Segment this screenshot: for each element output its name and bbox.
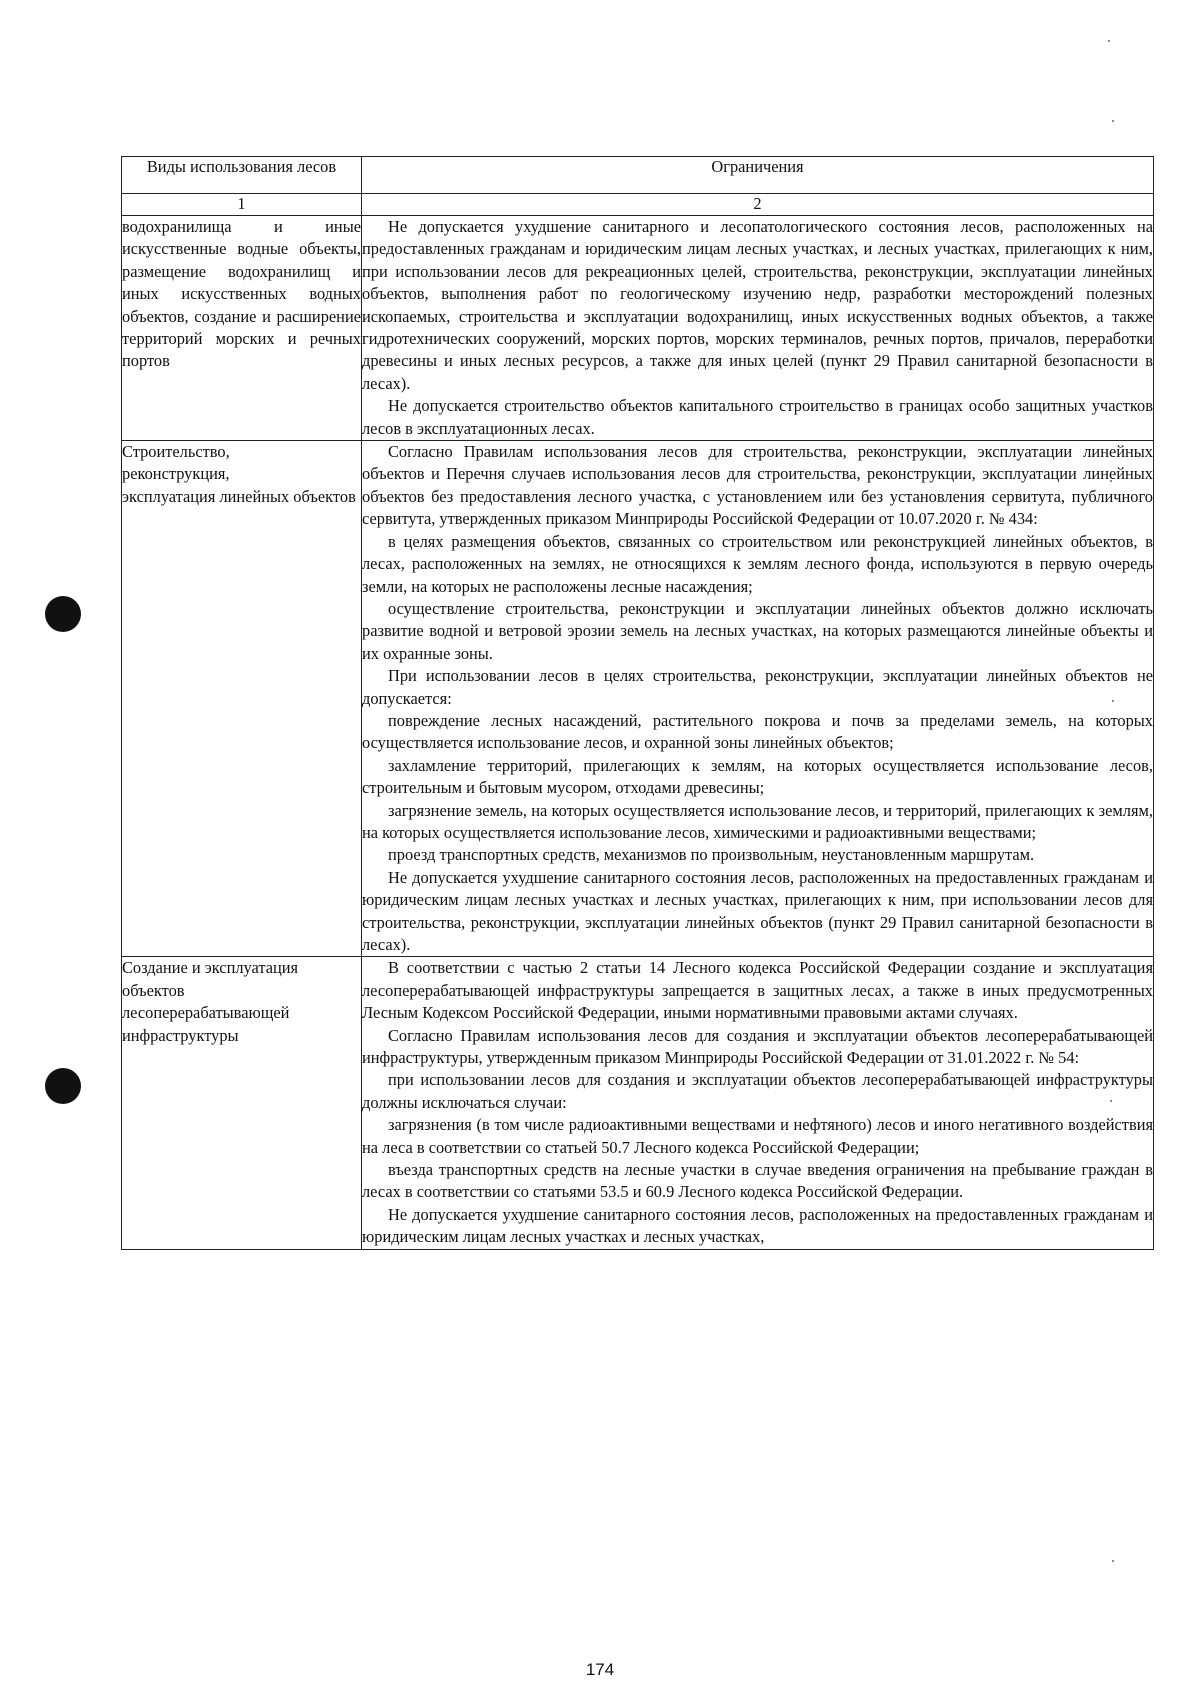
restriction-paragraph: Согласно Правилам использования лесов для создания и эксплуатации объектов лесоперерабатывающей инфраструктуры, утвержденным приказом Минприроды Российской Федерации от 31.01.2022 г. № 54: <box>362 1025 1153 1068</box>
column-number-2: 2 <box>362 194 1154 216</box>
restriction-paragraph: проезд транспортных средств, механизмов по произвольным, неустановленным маршрутам. <box>388 845 1035 865</box>
forest-use-type-text: Строительство, <box>122 442 230 462</box>
restriction-paragraph: загрязнение земель, на которых осуществляется использование лесов, и территорий, прилегающих к землям, на которых осуществляется использование лесов, химическими и радиоактивными веществами; <box>362 800 1153 842</box>
header-forest-use-types: Виды использования лесов <box>122 157 362 194</box>
column-number-1: 1 <box>122 194 362 216</box>
restriction-paragraph: Не допускается ухудшение санитарного состояния лесов, расположенных на предоставленных гражданам и юридическим лицам лесных участках и лесных участках, <box>362 1204 1153 1247</box>
restrictions-table <box>121 156 1154 1250</box>
forest-use-type-text: лесоперерабатывающей <box>122 1003 290 1023</box>
table-header-row <box>122 157 1154 194</box>
restrictions-cell <box>362 216 1154 441</box>
restriction-paragraph: при использовании лесов для создания и эксплуатации объектов лесоперерабатывающей инфраструктуры должны исключаться случаи: <box>362 1070 1153 1112</box>
restriction-paragraph: Не допускается строительство объектов капитального строительство в границах особо защитных участков лесов в эксплуатационных лесах. <box>362 396 1153 438</box>
restriction-paragraph: При использовании лесов в целях строительства, реконструкции, эксплуатации линейных объектов не допускается: <box>362 666 1153 708</box>
table-row <box>122 957 1154 1249</box>
restriction-paragraph: Согласно Правилам использования лесов для строительства, реконструкции, эксплуатации линейных объектов и Перечня случаев использования лесов для строительства, реконструкции, эксплуатации линейных объектов без предоставления лесного участка, с установлением или без установления сервитута, публичного сервитута, утвержденных приказом Минприроды Российской Федерации от 10.07.2020 г. № 434: <box>362 442 1153 529</box>
forest-use-type-text: объектов <box>122 980 185 1000</box>
forest-use-type-text: инфраструктуры <box>122 1025 239 1045</box>
forest-use-type-text: реконструкция, <box>122 464 230 484</box>
scan-speck <box>1112 1560 1114 1562</box>
restrictions-cell <box>362 957 1154 1249</box>
forest-use-type <box>122 216 362 441</box>
restriction-paragraph: захламление территорий, прилегающих к землям, на которых осуществляется использование лесов, строительным и бытовым мусором, отходами древесины; <box>362 755 1153 798</box>
restrictions-cell <box>362 441 1154 957</box>
forest-use-type-text: водохранилища и иные искусственные водные объекты, размещение водохранилищ и иных искусственных водных объектов, создание и расширение территорий морских и речных портов <box>122 217 361 371</box>
column-number-row <box>122 194 1154 216</box>
restriction-paragraph: повреждение лесных насаждений, растительного покрова и почв за пределами земель, на которых осуществляется использование лесов, и охранной зоны линейных объектов; <box>362 710 1153 753</box>
punch-hole-mark <box>45 596 81 632</box>
table-row <box>122 441 1154 957</box>
restriction-paragraph: Не допускается ухудшение санитарного состояния лесов, расположенных на предоставленных гражданам и юридическим лицам лесных участках и лесных участках, прилегающих к ним, при использовании лесов для строительства, реконструкции, эксплуатации линейных объектов (пункт 29 Правил санитарной безопасности в лесах). <box>362 867 1153 954</box>
restriction-paragraph: загрязнения (в том числе радиоактивными веществами и нефтяного) лесов и иного негативного воздействия на леса в соответствии со статьей 50.7 Лесного кодекса Российской Федерации; <box>362 1115 1153 1157</box>
forest-use-type-text: эксплуатация линейных объектов <box>122 486 356 506</box>
restriction-paragraph: в целях размещения объектов, связанных со строительством или реконструкцией линейных объектов, в лесах, расположенных на землях, не относящихся к землям лесного фонда, используются в первую очередь земли, на которых не расположены лесные насаждения; <box>362 531 1153 596</box>
punch-hole-mark <box>45 1068 81 1104</box>
restriction-paragraph: въезда транспортных средств на лесные участки в случае введения ограничения на пребывание граждан в лесах в соответствии со статьями 53.5 и 60.9 Лесного кодекса Российской Федерации. <box>362 1160 1153 1202</box>
page-number: 174 <box>585 1660 615 1679</box>
restriction-paragraph: осуществление строительства, реконструкции и эксплуатации линейных объектов должно исключать развитие водной и ветровой эрозии земель на лесных участках, на которых размещаются линейные объекты и их охранные зоны. <box>362 598 1153 663</box>
forest-use-type <box>122 441 362 957</box>
forest-use-type <box>122 957 362 1249</box>
scan-speck <box>1108 40 1110 42</box>
header-restrictions: Ограничения <box>362 157 1154 194</box>
forest-use-type-text: Создание и эксплуатация <box>122 958 299 978</box>
restriction-paragraph: Не допускается ухудшение санитарного и лесопатологического состояния лесов, расположенных на предоставленных гражданам и юридическим лицам лесных участках, и лесных участках, прилегающих к ним, при использовании лесов для рекреационных целей, строительства, реконструкции, эксплуатации линейных объектов, выполнения работ по геологическому изучению недр, разработки месторождений полезных ископаемых, строительства и эксплуатации водохранилищ, иных искусственных водных объектов, а также гидротехнических сооружений, морских портов, морских терминалов, речных портов, причалов, переработки древесины и иных лесных ресурсов, а также для иных целей (пункт 29 Правил санитарной безопасности в лесах). <box>362 217 1153 393</box>
table-row <box>122 216 1154 441</box>
restriction-paragraph: В соответствии с частью 2 статьи 14 Лесного кодекса Российской Федерации создание и эксплуатация лесоперерабатывающей инфраструктуры запрещается в защитных лесах, а также в иных предусмотренных Лесным Кодексом Российской Федерации, иными нормативными правовыми актами случаях. <box>362 958 1153 1023</box>
scan-speck <box>1112 120 1114 122</box>
